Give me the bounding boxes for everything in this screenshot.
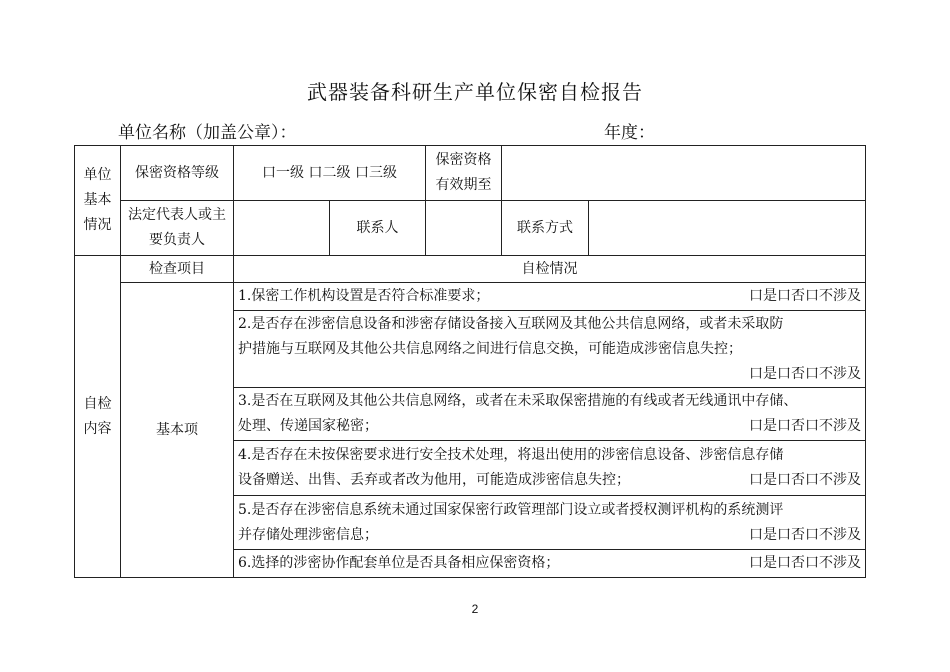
basic-items-label: 基本项 bbox=[121, 283, 234, 578]
year-label: 年度： bbox=[604, 123, 655, 143]
page-number: 2 bbox=[471, 602, 479, 616]
check-item-1-options[interactable]: 口是口否口不涉及 bbox=[749, 288, 861, 304]
check-item-6 bbox=[234, 550, 866, 578]
check-item-1 bbox=[234, 283, 866, 311]
basic-row-contacts bbox=[75, 201, 866, 256]
check-item-4-line2: 设备赠送、出售、丢弃或者改为他用，可能造成涉密信息失控； bbox=[238, 472, 630, 488]
check-item-4 bbox=[234, 441, 866, 496]
check-item-1-text: 1.保密工作机构设置是否符合标准要求； bbox=[238, 288, 490, 304]
self-check-header: 自检情况 bbox=[234, 256, 866, 283]
check-item-5-line1: 5.是否存在涉密信息系统未通过国家保密行政管理部门设立或者授权测评机构的系统测评 bbox=[238, 501, 784, 518]
check-item-row bbox=[75, 283, 866, 311]
basic-row-qualification bbox=[75, 146, 866, 201]
check-item-3-line1: 3.是否在互联网及其他公共信息网络，或者在未采取保密措施的有线或者无线通讯中存储、 bbox=[238, 393, 798, 409]
self-check-form-table bbox=[74, 145, 866, 578]
contact-method-label: 联系方式 bbox=[502, 201, 589, 256]
legal-rep-value[interactable] bbox=[234, 201, 330, 256]
page-title: 武器装备科研生产单位保密自检报告 bbox=[307, 80, 643, 104]
contact-value[interactable] bbox=[426, 201, 502, 256]
check-item-4-line1: 4.是否存在未按保密要求进行安全技术处理，将退出使用的涉密信息设备、涉密信息存储 bbox=[238, 447, 784, 463]
check-item-3-line2: 处理、传递国家秘密； bbox=[238, 418, 378, 434]
unit-name-label: 单位名称（加盖公章）： bbox=[118, 123, 297, 143]
check-item-3 bbox=[234, 388, 866, 441]
check-item-3-options[interactable]: 口是口否口不涉及 bbox=[749, 418, 861, 434]
check-item-2-line2: 护措施与互联网及其他公共信息网络之间进行信息交换，可能造成涉密信息失控； bbox=[238, 340, 742, 357]
check-item-5-line2: 并存储处理涉密信息； bbox=[238, 526, 378, 543]
qual-grade-options[interactable]: 口一级 口二级 口三级 bbox=[234, 146, 426, 201]
check-item-4-options[interactable]: 口是口否口不涉及 bbox=[749, 472, 861, 488]
qual-valid-label: 保密资格有效期至 bbox=[426, 146, 502, 201]
check-item-2-line1: 2.是否存在涉密信息设备和涉密存储设备接入互联网及其他公共信息网络，或者未采取防 bbox=[238, 315, 784, 332]
legal-rep-label: 法定代表人或主要负责人 bbox=[121, 201, 234, 256]
check-item-5 bbox=[234, 496, 866, 550]
check-item-header: 检查项目 bbox=[121, 256, 234, 283]
basic-section-label: 单位基本情况 bbox=[75, 146, 121, 256]
check-item-6-options[interactable]: 口是口否口不涉及 bbox=[749, 555, 861, 571]
contact-label: 联系人 bbox=[330, 201, 426, 256]
qual-valid-value[interactable] bbox=[502, 146, 866, 201]
check-item-2 bbox=[234, 311, 866, 388]
contact-method-value[interactable] bbox=[589, 201, 866, 256]
self-check-header-row bbox=[75, 256, 866, 283]
self-check-section-label: 自检内容 bbox=[75, 256, 121, 578]
check-item-6-text: 6.选择的涉密协作配套单位是否具备相应保密资格； bbox=[238, 555, 560, 571]
qual-grade-label: 保密资格等级 bbox=[121, 146, 234, 201]
check-item-2-options[interactable]: 口是口否口不涉及 bbox=[749, 365, 861, 382]
check-item-5-options[interactable]: 口是口否口不涉及 bbox=[749, 526, 861, 543]
